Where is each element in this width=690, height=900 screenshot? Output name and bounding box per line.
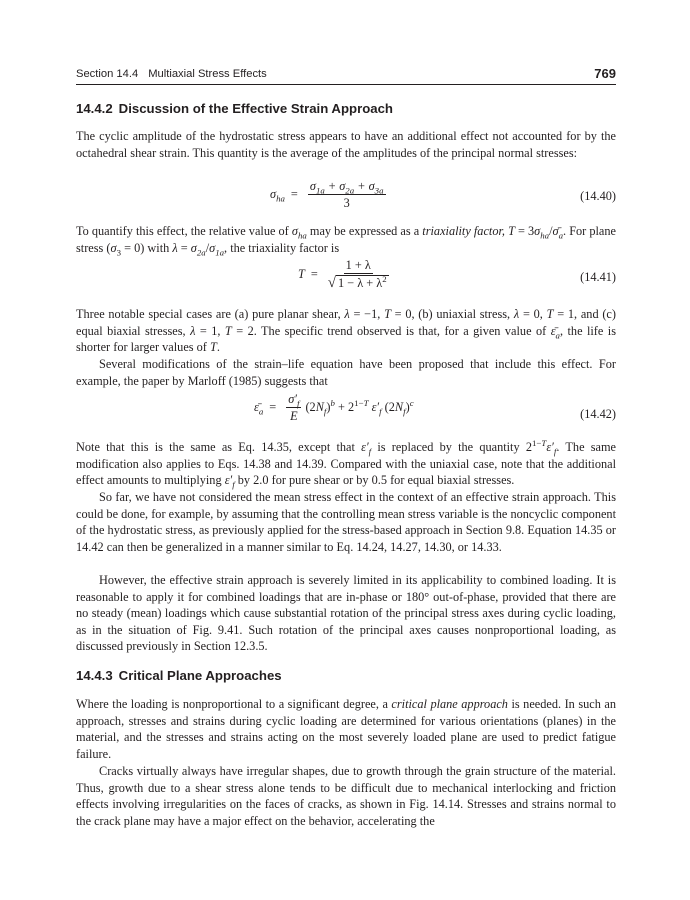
header-rule — [76, 84, 616, 85]
running-header — [76, 66, 616, 84]
equation-number: (14.42) — [580, 407, 616, 421]
paragraph-modifications: Several modifications of the strain–life equation have been proposed that include this effect. For example, the paper by Marloff (1985) suggests that — [76, 357, 616, 388]
paragraph-limitations: However, the effective strain approach is severely limited in its applicability to combined loading. It is reasonable to apply it for combined loadings that are in-phase or 180° out-of-phase, provided that there are no steady (mean) loadings which cause substantial rotation of the principal stress axes during cyclic loading, as in the situation of Fig. 9.41. Such rotation of the principal axes causes nonproportional loading, as discussed previously in Section 12.3.5. — [76, 573, 616, 654]
fraction: $\frac{\sigma_{1a} + \sigma_{2a} + \sigma_{3a}}{3}$ — [309, 179, 384, 210]
subsection-heading-critical-plane: 14.4.3 Critical Plane Approaches — [76, 668, 282, 683]
equation-14-41: T = 1 + λ √ $1 - \lambda + \lambda^2$ (14.41) — [298, 258, 616, 291]
square-root: √ $1 - \lambda + \lambda^2$ — [327, 273, 387, 291]
section-number: Section 14.4 — [76, 68, 139, 80]
equation-number: (14.41) — [580, 270, 616, 284]
equation-14-40: $\sigma_{ha}$ = $\frac{\sigma_{1a} + \sigma_{2a} + \sigma_{3a}}{3}$ (14.40) — [270, 179, 616, 210]
fraction: $\frac{\sigma'_f}{E}$ — [288, 392, 300, 423]
page-number: 769 — [594, 66, 616, 81]
subsection-heading-effective-strain: 14.4.2 Discussion of the Effective Strain Approach — [76, 101, 393, 116]
equation-number: (14.40) — [580, 189, 616, 203]
paragraph-note-eq-14-35: Note that this is the same as Eq. 14.35, except that $\varepsilon'_f$ is replaced by the quantity $2^{1-T}\varepsilon'_f$. The same modification also applies to Eqs. 14.38 and 14.39. Compared with the uniaxial case, note that the additional effect amounts to multiplying $\varepsilon'_f$ by 2.0 for pure shear or by 0.5 for equal biaxial stresses. — [76, 437, 616, 490]
section-title: Multiaxial Stress Effects — [148, 68, 267, 80]
running-header-section — [76, 68, 267, 80]
paragraph-hydrostatic-stress: The cyclic amplitude of the hydrostatic stress appears to have an additional effect not accounted for by the octahedral shear strain. This quantity is the average of the amplitudes of the principal normal stresses: — [76, 129, 616, 160]
fraction: 1 + λ √ $1 - \lambda + \lambda^2$ — [327, 258, 387, 291]
paragraph-critical-plane: Where the loading is nonproportional to a significant degree, a critical plane approach is needed. In such an approach, stresses and strains during cyclic loading are determined for various orientations (planes) in the material, and the stresses and strains acting on the most severely loaded plane are used to predict fatigue failure. — [76, 697, 616, 761]
paragraph-special-cases: Three notable special cases are (a) pure planar shear, λ = −1, T = 0, (b) uniaxial stress, λ = 0, T = 1, and (c) equal biaxial stresses, λ = 1, T = 2. The specific trend observed is that, for a given value of $\varepsilon̄_a$, the life is shorter for larger values of T. — [76, 307, 617, 355]
equation-14-42: $\varepsilon̄_a$ = $\frac{\sigma'_f}{E}$ $(2N_f)^b + 2^{1-T}$ $\varepsilon'_f$ $(2N_f)^c$ (14.42) — [254, 392, 616, 423]
paragraph-mean-stress: So far, we have not considered the mean stress effect in the context of an effective strain approach. This could be done, for example, by assuming that the controlling mean stress variable is the noncyclic component of the hydrostatic stress, as previously applied for the stress-based approach in Section 9.8. Equation 14.35 or 14.42 can then be generalized in a manner similar to Eq. 14.24, 14.27, 14.30, or 14.33. — [76, 490, 616, 554]
paragraph-triaxiality-factor: To quantify this effect, the relative value of $\sigma_{ha}$ may be expressed as a triaxiality factor, $T = 3\sigma_{ha}/\sigmā_a$. For plane stress $(\sigma_3 = 0)$ with $\lambda = \sigma_{2a}/\sigma_{1a}$, the triaxiality factor is — [76, 224, 616, 258]
paragraph-crack-shapes: Cracks virtually always have irregular shapes, due to growth through the grain structure of the material. Thus, growth due to a shear stress alone tends to be difficult due to mechanical interlocking and friction effects involving irregularities on the faces of cracks, as shown in Fig. 14.14. Stresses and strains normal to the crack plane may have a major effect on the behavior, accelerating the — [76, 764, 616, 828]
